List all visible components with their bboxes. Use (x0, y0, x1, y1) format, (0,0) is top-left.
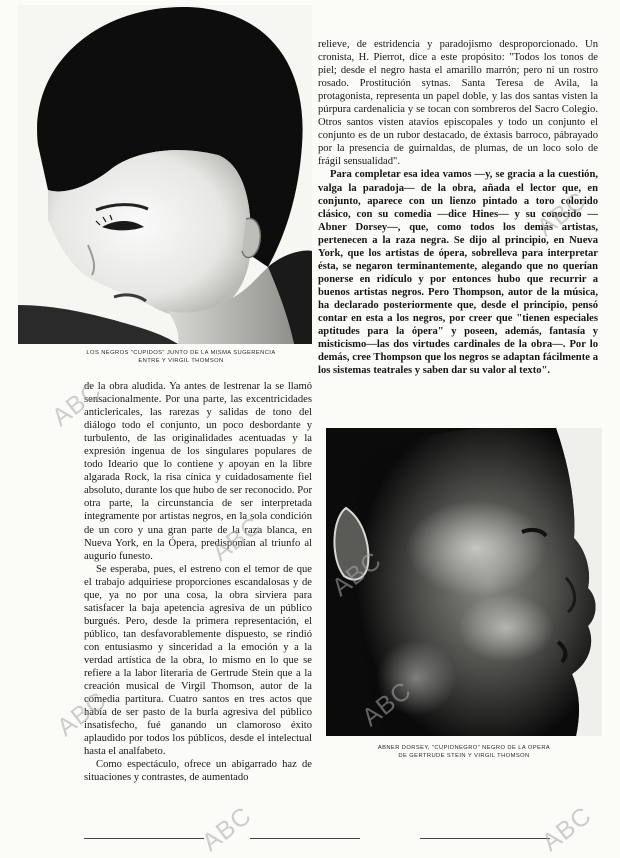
left-paragraph-1: de la obra aludida. Ya antes de lestrenar la se llamó sensacionalmente. Por una parte, las excentricidades anticlericales, las rarezas y salidas de tono del diálogo todo el conjunto, un poco desbordante y turbulento, de las originalidades acentuadas y la expresión ingenua de los singulares populares de todo Ideario que lo contiene y apoyan en la libre algarada Rock, la risa cínica y cuidadosamente fiel absoluto, durante los que hubo de ser reconocido. Por otra parte, la circunstancia de ser interpretada íntegramente por artistas negros, en la sola condición de un coro y una gran parte de la raza blanca, en Nueva York, en la Ópera, predisponían al triunfo al augurio funesto. (84, 381, 312, 562)
left-column-text (84, 380, 312, 804)
watermark: ABC (536, 801, 597, 857)
left-paragraph-3: Como espectáculo, ofrece un abigarrado haz de situaciones y contrastes, de aumentado (84, 759, 312, 784)
bottom-rule-mid (250, 838, 360, 839)
watermark: ABC (531, 186, 592, 242)
top-photo (18, 5, 312, 344)
woman-portrait-image (18, 5, 312, 344)
watermark: ABC (46, 376, 107, 432)
bottom-rule-right (420, 838, 550, 839)
bottom-caption-line-1: ABNER DORSEY, "CUPIDNEGRO" NEGRO DE LA OPERA (377, 745, 551, 751)
watermark: ABC (196, 801, 257, 857)
watermark: ABC (206, 511, 267, 567)
top-caption (78, 349, 284, 365)
right-paragraph-1: relieve, de estridencia y paradojismo desproporcionado. Un cronista, H. Pierrot, dice a este propósito: "Todos los tonos de piel; desde el negro hasta el amarillo marrón; pero ni un rostro rosado. Prostitución sytnas. Santa Teresa de Avila, la protagonista, representa un papel doble, y las dos santas visten la púrpura cardenalicia y se tocan con sombreros del Sacro Colegio. Otros santos visten atavíos episcopales y todo un conjunto el conjunto es de un rubor destacado, de éxtasis barroco, pábrayado por la presencia de guirnaldas, de plumas, de un loco solo de frágil sensualidad". (318, 39, 598, 168)
top-caption-text: LOS NEGROS "CUPIDOS" JUNTO DE LA MISMA SUGERENCIA ENTRE Y VIRGIL THOMSON (86, 350, 276, 364)
right-paragraph-2: Para completar esa idea vamos —y, se gracia a la cuestión, valga la paradoja— de la obra, añada el lector que, en conjunto, aparece con un lienzo pintado a toro colorido clásico, con su comedia —dice Hines— y su conocido —Abner Dorsey—, que, como todos los demás artistas, pertenecen a la raza negra. Se dijo al principio, en Nueva York, que los artistas de ópera, sobrelleva para interpretar ésta, se negaron terminantemente, alegando que no querían ponerse en ridículo y por entonces hubo que recurrir a buenos artistas negros. Pero Thompson, autor de la música, ha declarado posteriormente que, desde el principio, pensó contar en esta a los negros, por creer que "tienen especiales aptitudes para la ópera" y poseen, además, fantasía y misticismo—las dos virtudes cardinales de la obra—. Por lo demás, cree Thompson que los negros se adaptan fácilmente a los sistemas teatrales y saben dar su valor al texto". (318, 169, 598, 377)
bottom-caption-line-2: DE GERTRUDE STEIN Y VIRGIL THOMSON (398, 753, 530, 759)
bottom-caption (326, 744, 602, 760)
bottom-rule-left (84, 838, 204, 839)
watermark: ABC (356, 676, 417, 732)
watermark: ABC (326, 546, 387, 602)
watermark: ABC (51, 686, 112, 742)
left-paragraph-2: Se esperaba, pues, el estreno con el temor de que el trabajo adquiriese proporciones escandalosas y de que, ya no por una cosa, la obra sirviera para satisfacer la baja apetencia agresiva de un público burgués. Pero, desde la primera representación, el público, tan desfavorablemente dispuesto, se rindió con entusiasmo y sinceridad a la emoción y a la verdad artística de la obra, lo mismo en lo que se refiere a la labor literaria de Gertrude Stein que a la creación musical de Virgil Thomson, autor de la comedia partitura. Cuatro santos en tres actos que había de ser pasto de la burla agresiva del público insatisfecho, fué ganando un clamoroso éxito aplaudido por todos los públicos, desde el intelectual hasta el analfabeto. (84, 563, 312, 758)
